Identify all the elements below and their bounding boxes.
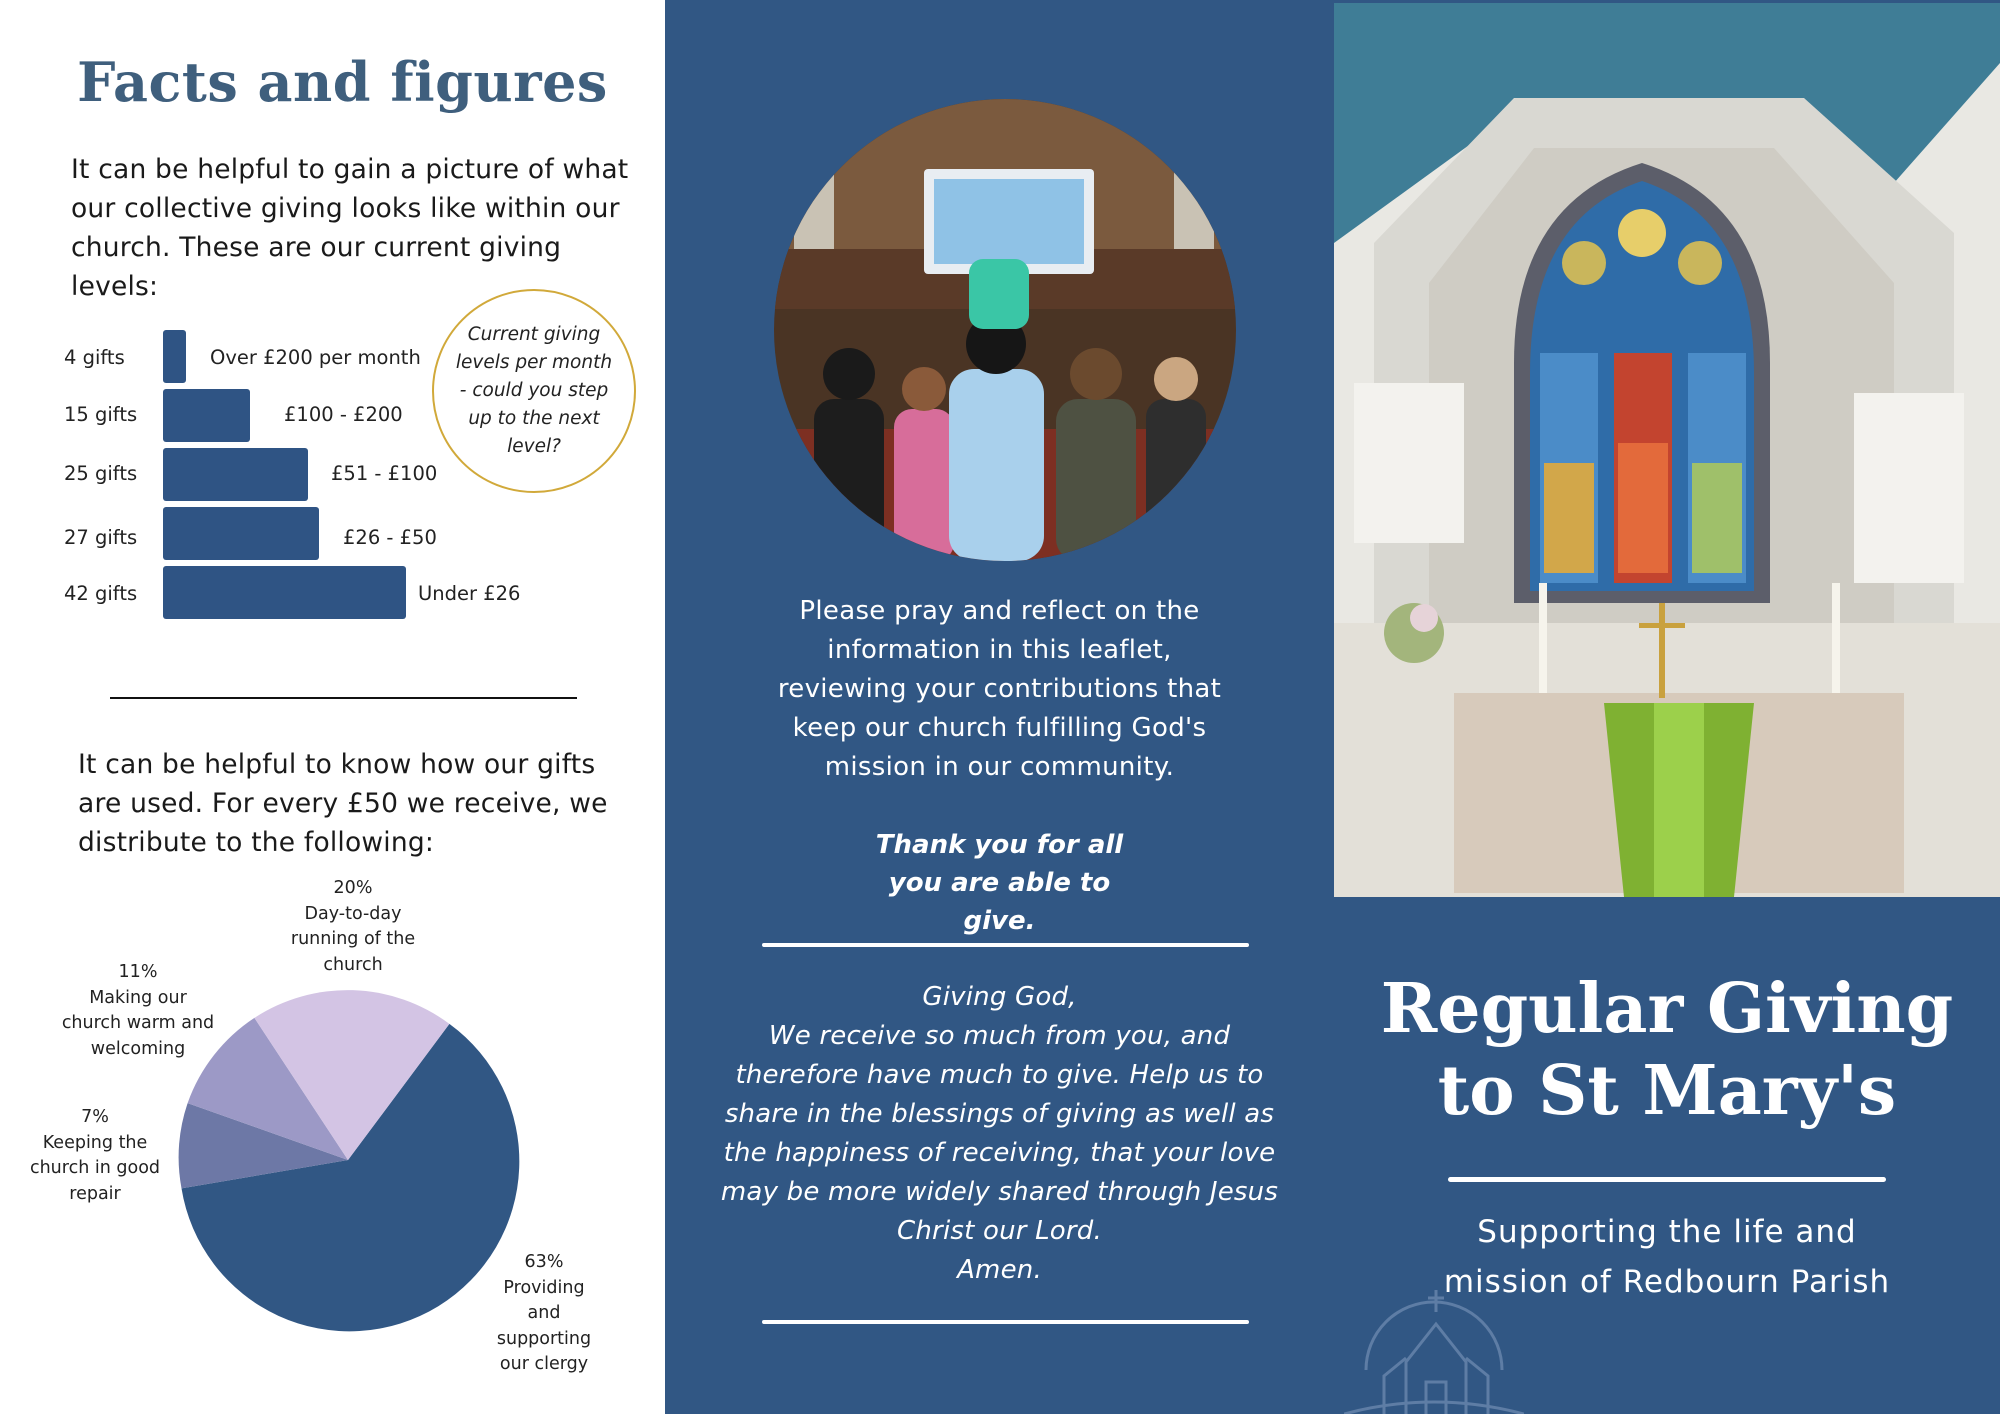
bar-100-200: [163, 389, 250, 442]
reflection-text: Please pray and reflect on the information in this leaflet, reviewing your contributions that keep our church fulfilling God's mission in our community.: [777, 596, 1222, 782]
worship-photo: [774, 99, 1236, 561]
bar-range-100-200: £100 - £200: [284, 403, 403, 426]
worship-photo-illustration: [774, 99, 1236, 561]
section-divider: [110, 697, 577, 699]
pie-percent-welcoming: 11%: [118, 962, 158, 982]
bar-range-over-200: Over £200 per month: [210, 346, 421, 369]
subtitle-line-1: Supporting the life and: [1477, 1214, 1857, 1250]
bar-range-under-26: Under £26: [418, 582, 521, 605]
pie-percent-clergy: 63%: [524, 1252, 564, 1272]
bar-label-26-50: 27 gifts: [64, 526, 138, 549]
prayer-line: share in the blessings of giving as well as: [724, 1099, 1275, 1129]
bar-range-51-100: £51 - £100: [331, 462, 438, 485]
bar-label-100-200: 15 gifts: [64, 403, 138, 426]
prayer-line: the happiness of receiving, that your love: [723, 1138, 1276, 1168]
pie-label-clergy: [476, 1250, 612, 1378]
prayer: [665, 978, 1334, 1290]
bar-51-100: [163, 448, 308, 501]
pie-text-clergy: Providing and supporting our clergy: [496, 1277, 592, 1374]
pie-label-welcoming: [60, 960, 216, 1062]
giving-callout-text: Current giving levels per month - could you step up to the next level?: [455, 324, 613, 457]
prayer-line: Amen.: [957, 1255, 1042, 1285]
facts-heading: Facts and figures: [77, 50, 608, 114]
bar-label-under-26: 42 gifts: [64, 582, 138, 605]
pie-text-welcoming: Making our church warm and welcoming: [61, 987, 215, 1059]
prayer-line: We receive so much from you, and: [768, 1021, 1231, 1051]
prayer-line: Giving God,: [922, 982, 1077, 1012]
pie-text-repair: Keeping the church in good repair: [29, 1132, 161, 1204]
bar-label-51-100: 25 gifts: [64, 462, 138, 485]
cover-panel: [1334, 0, 2000, 1414]
pie-percent-repair: 7%: [81, 1107, 109, 1127]
subtitle-line-2: mission of Redbourn Parish: [1443, 1264, 1891, 1300]
bar-26-50: [163, 507, 319, 560]
church-altar-illustration: [1334, 3, 2000, 897]
title-line-2: to St Mary's: [1437, 1051, 1897, 1131]
prayer-line: may be more widely shared through Jesus: [720, 1177, 1279, 1207]
pie-text-running: Day-to-day running of the church: [290, 903, 416, 975]
facts-panel: [0, 0, 665, 1414]
reflection-panel: [665, 0, 1334, 1414]
bar-label-over-200: 4 gifts: [64, 346, 125, 369]
giving-callout-circle: [432, 289, 636, 493]
divider-top: [762, 943, 1249, 947]
prayer-line: therefore have much to give. Help us to: [735, 1060, 1264, 1090]
leaflet-subtitle: [1334, 1207, 2000, 1307]
giving-levels-intro: It can be helpful to gain a picture of what our collective giving looks like within our church. These are our current giving levels:: [71, 154, 629, 302]
pie-label-running: [268, 876, 438, 978]
church-altar-photo: [1334, 3, 2000, 897]
distribution-intro: It can be helpful to know how our gifts are used. For every £50 we receive, we distribute to the following:: [78, 749, 608, 858]
divider-bottom: [762, 1320, 1249, 1324]
bar-under-26: [163, 566, 406, 619]
title-line-1: Regular Giving: [1380, 969, 1954, 1049]
bar-range-26-50: £26 - £50: [343, 526, 437, 549]
pie-percent-running: 20%: [333, 878, 373, 898]
title-divider: [1448, 1177, 1886, 1182]
thank-you-text: Thank you for all you are able to give.: [875, 830, 1124, 936]
prayer-line: Christ our Lord.: [897, 1216, 1102, 1246]
pie-label-repair: [28, 1105, 162, 1207]
bar-over-200: [163, 330, 186, 383]
leaflet-title: [1334, 968, 2000, 1132]
